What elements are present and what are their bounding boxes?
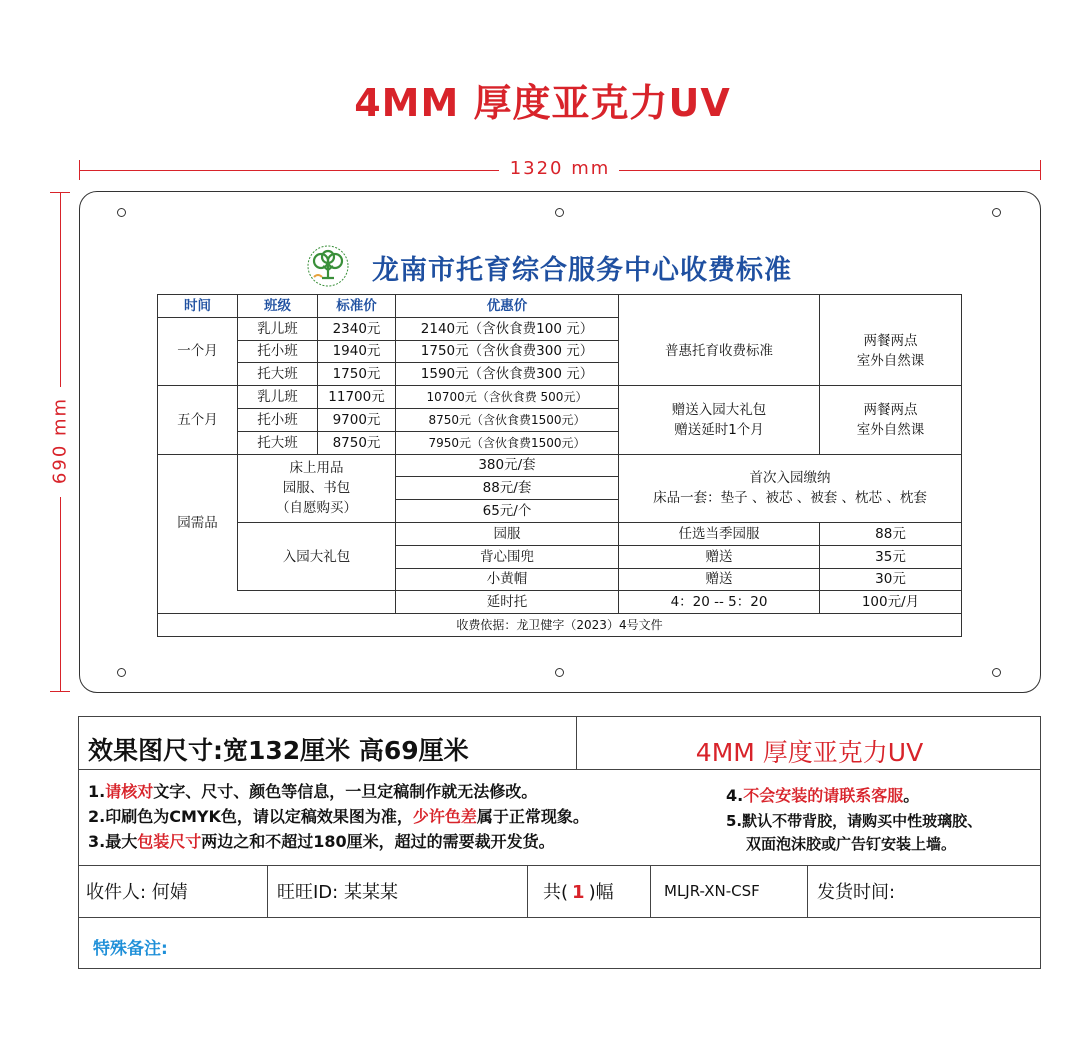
table-row [158,614,962,637]
price-cell: 1750元 [318,363,396,386]
material-text: 4MM 厚度亚克力UV [695,738,924,767]
count-text: 共( [543,882,569,903]
price-cell: 11700元 [318,386,396,409]
extra-line: 两餐两点 [863,401,918,418]
supplies-price: 380元/套 [396,454,619,477]
table-row [158,317,962,340]
supplies-group [238,454,396,522]
height-label: 690 mm [49,396,71,485]
price-cell: 1940元 [318,340,396,363]
note-line: 赠送入园大礼包 [671,401,767,418]
one-month-note: 普惠托育收费标准 [619,317,820,385]
supplies-line: 园服、书包 [282,480,351,497]
discount-cell: 1590元（含伙食费300 元） [396,363,619,386]
extended-item: 延时托 [396,591,619,614]
supplies-price: 88元/套 [396,477,619,500]
note-text: 属于正常现象。 [476,807,589,826]
class-cell: 托大班 [238,363,318,386]
divider [78,769,1041,770]
gift-desc: 赠送 [619,545,820,568]
supplies-line: （自愿购买） [276,500,357,517]
supplies-line: 床上用品 [289,460,344,477]
gift-item: 园服 [396,522,619,545]
gift-price: 35元 [820,545,962,568]
note-text: 两边之和不超过180厘米，超过的需要裁开发货。 [201,832,555,851]
top-title: 4MM 厚度亚克力UV [354,81,731,125]
gift-label: 入园大礼包 [238,522,396,590]
note-highlight: 包装尺寸 [137,832,202,851]
note-line: 首次入园缴纳 [749,470,831,487]
note-1 [88,780,537,803]
note-highlight: 请核对 [105,782,154,801]
count-text: )幅 [588,882,614,903]
note-line: 赠送延时1个月 [674,421,764,438]
one-month-label: 一个月 [158,317,238,385]
extended-time: 4：20 -- 5：20 [619,591,820,614]
extra-line: 两餐两点 [863,333,918,350]
mount-hole [117,668,126,677]
gift-item: 背心围兜 [396,545,619,568]
supplies-label: 园需品 [158,454,238,591]
note-text: 2.印刷色为CMYK色，请以定稿效果图为准， [88,807,413,826]
header-blank [619,295,820,318]
five-month-note [619,386,820,454]
note-5 [726,810,982,856]
count-value: 1 [572,882,585,903]
note-4 [726,784,919,807]
divider [78,917,1041,918]
mount-hole [117,208,126,217]
header-standard: 标准价 [318,295,396,318]
header-discount: 优惠价 [396,295,619,318]
width-dimension [79,158,1041,182]
header-class: 班级 [238,295,318,318]
five-month-extra [820,386,962,454]
extra-line: 室外自然课 [856,353,925,370]
note-text: 1. [88,782,106,801]
gift-desc: 任选当季园服 [619,522,820,545]
note-text: 4. [726,786,744,805]
table-row [158,522,962,545]
divider [527,865,528,917]
class-cell: 乳儿班 [238,317,318,340]
dim-tick-bottom [50,691,70,692]
height-dimension [44,192,76,692]
wangwang-id: 旺旺ID: 某某某 [277,882,398,903]
ship-time: 发货时间: [817,882,896,903]
note-2 [88,805,589,828]
note-text: 双面泡沫胶或广告钉安装上墙。 [746,835,957,853]
divider [78,865,1041,866]
discount-cell: 8750元（含伙食费1500元） [396,408,619,431]
gift-price: 88元 [820,522,962,545]
blank-cell [158,591,396,614]
note-3 [88,830,555,853]
header-time: 时间 [158,295,238,318]
price-cell: 8750元 [318,431,396,454]
header-blank [820,295,962,318]
class-cell: 托大班 [238,431,318,454]
supplies-price: 65元/个 [396,500,619,523]
width-label: 1320 mm [509,158,611,179]
note-text: 文字、尺寸、颜色等信息，一旦定稿制作就无法修改。 [153,782,538,801]
gift-price: 30元 [820,568,962,591]
divider [576,716,577,769]
mount-hole [992,208,1001,217]
fee-table [157,294,962,637]
divider [650,865,651,917]
divider [267,865,268,917]
note-highlight: 少许色差 [412,807,477,826]
gift-desc: 赠送 [619,568,820,591]
discount-cell: 7950元（含伙食费1500元） [396,431,619,454]
class-cell: 托小班 [238,408,318,431]
class-cell: 乳儿班 [238,386,318,409]
gift-item: 小黄帽 [396,568,619,591]
dim-line-right [619,170,1041,171]
table-header-row [158,295,962,318]
dim-line-top [60,192,61,387]
table-row [158,386,962,409]
extended-price: 100元/月 [820,591,962,614]
discount-cell: 10700元（含伙食费 500元） [396,386,619,409]
divider [807,865,808,917]
discount-cell: 2140元（含伙食费100 元） [396,317,619,340]
discount-cell: 1750元（含伙食费300 元） [396,340,619,363]
fee-basis: 收费依据：龙卫健字（2023）4号文件 [158,614,962,637]
note-text: 。 [903,786,920,805]
note-highlight: 不会安装的请联系客服 [743,786,904,805]
size-text: 效果图尺寸:宽132厘米 高69厘米 [88,736,469,765]
special-remark: 特殊备注: [93,939,168,959]
tree-logo-icon [304,244,352,288]
board-title: 龙南市托育综合服务中心收费标准 [372,255,792,286]
five-month-label: 五个月 [158,386,238,454]
note-text: 5.默认不带背胶，请购买中性玻璃胶、 [726,812,983,830]
dim-tick-right [1040,160,1041,180]
product-code: MLJR-XN-CSF [664,882,760,900]
mount-hole [555,208,564,217]
table-row [158,454,962,477]
piece-count [543,878,614,904]
one-month-extra [820,317,962,385]
price-cell: 2340元 [318,317,396,340]
dim-line-bottom [60,497,61,692]
mount-hole [992,668,1001,677]
extra-line: 室外自然课 [856,421,925,438]
mount-hole [555,668,564,677]
table-row [158,591,962,614]
first-entry-note [619,454,962,522]
note-text: 3.最大 [88,832,138,851]
note-line: 床品一套：垫子 、被芯 、被套 、枕芯 、枕套 [653,490,927,507]
price-cell: 9700元 [318,408,396,431]
class-cell: 托小班 [238,340,318,363]
recipient: 收件人: 何婧 [86,882,188,903]
